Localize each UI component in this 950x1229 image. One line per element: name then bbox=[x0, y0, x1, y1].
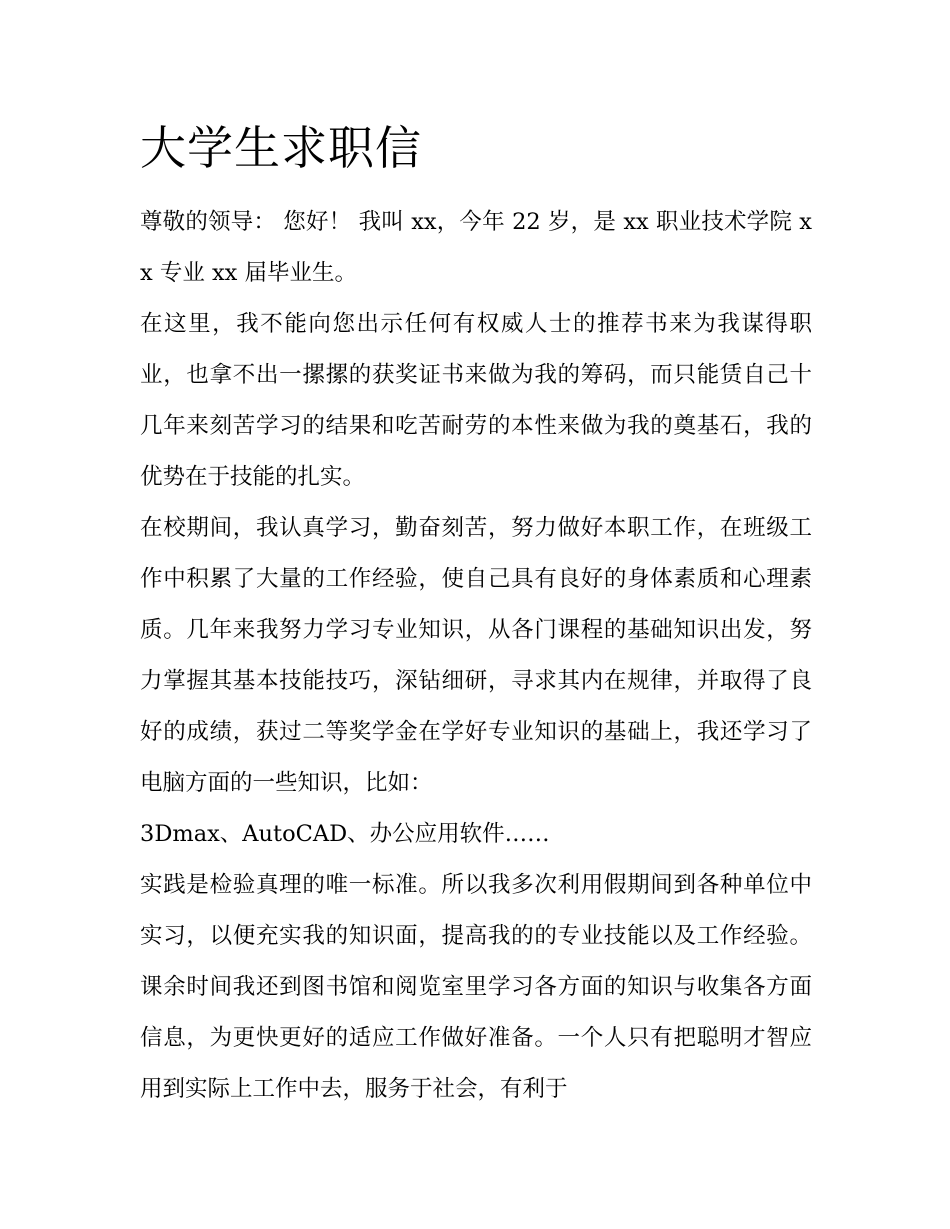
paragraph-school-experience: 在校期间，我认真学习，勤奋刻苦，努力做好本职工作，在班级工作中积累了大量的工作经验，使自己具有良好的身体素质和心理素质。几年来我努力学习专业知识，从各门课程的基础知识出发，努力掌握其基本技能技巧，深钻细研，寻求其内在规律，并取得了良好的成绩，获过二等奖学金在学好专业知识的基础上，我还学习了电脑方面的一些知识，比如： bbox=[140, 515, 812, 796]
document-body bbox=[140, 197, 812, 1115]
document-title: 大学生求职信 bbox=[140, 121, 422, 175]
paragraph-software-list: 3Dmax、AutoCAD、办公应用软件…… bbox=[140, 821, 550, 847]
paragraph-introduction: 在这里，我不能向您出示任何有权威人士的推荐书来为我谋得职业，也拿不出一摞摞的获奖证书来做为我的筹码，而只能赁自己十几年来刻苦学习的结果和吃苦耐劳的本性来做为我的奠基石，我的优势在于技能的扎实。 bbox=[140, 311, 812, 490]
paragraph-greeting: 尊敬的领导： 您好！ 我叫 xx，今年 22 岁，是 xx 职业技术学院 xx 专业 xx 届毕业生。 bbox=[140, 209, 812, 286]
paragraph-practice: 实践是检验真理的唯一标准。所以我多次利用假期间到各种单位中实习，以便充实我的知识面，提高我的的专业技能以及工作经验。课余时间我还到图书馆和阅览室里学习各方面的知识与收集各方面信息，为更快更好的适应工作做好准备。一个人只有把聪明才智应用到实际上工作中去，服务于社会，有利于 bbox=[140, 872, 812, 1102]
